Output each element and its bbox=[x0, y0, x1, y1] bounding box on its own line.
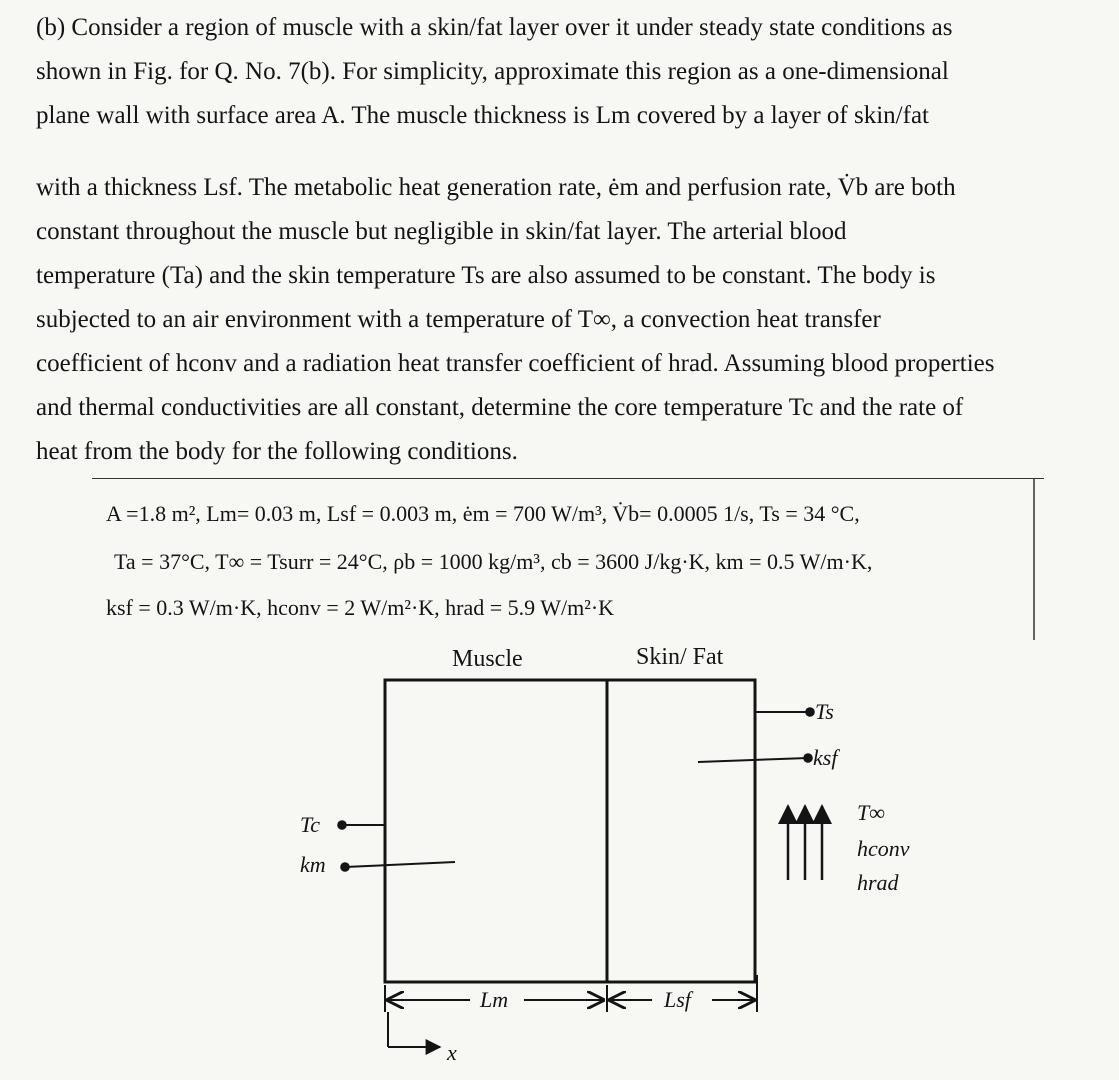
label-t-infinity: T∞ bbox=[857, 800, 885, 825]
question-line-6: temperature (Ta) and the skin temperature Ts are also assumed to be constant. The body is bbox=[36, 262, 936, 289]
km-pointer bbox=[345, 862, 455, 867]
plane-wall bbox=[385, 680, 755, 982]
question-line-3: plane wall with surface area A. The muscle thickness is Lm covered by a layer of skin/fat bbox=[36, 102, 929, 129]
label-ts: Ts bbox=[815, 699, 834, 724]
question-line-5: constant throughout the muscle but negligible in skin/fat layer. The arterial blood bbox=[36, 218, 847, 245]
label-tc: Tc bbox=[300, 812, 320, 837]
label-lm: Lm bbox=[480, 987, 509, 1012]
given-row-2: Ta = 37°C, T∞ = Tsurr = 24°C, ρb = 1000 kg/m³, cb = 3600 J/kg·K, km = 0.5 W/m·K, bbox=[114, 549, 873, 574]
question-line-2: shown in Fig. for Q. No. 7(b). For simplicity, approximate this region as a one-dimensional bbox=[36, 58, 949, 85]
label-ksf: ksf bbox=[813, 745, 838, 770]
question-line-8: coefficient of hconv and a radiation heat transfer coefficient of hrad. Assuming blood properties bbox=[36, 350, 995, 377]
question-line-9: and thermal conductivities are all constant, determine the core temperature Tc and the rate of bbox=[36, 394, 964, 421]
label-hrad: hrad bbox=[857, 870, 899, 895]
convection-arrows bbox=[788, 806, 822, 880]
ksf-pointer bbox=[698, 758, 808, 762]
question-line-7: subjected to an air environment with a temperature of T∞, a convection heat transfer bbox=[36, 306, 881, 333]
given-row-1: A =1.8 m², Lm= 0.03 m, Lsf = 0.003 m, ėm = 700 W/m³, V̇b= 0.0005 1/s, Ts = 34 °C, bbox=[106, 501, 860, 526]
question-line-1: (b) Consider a region of muscle with a skin/fat layer over it under steady state conditions as bbox=[36, 14, 953, 41]
label-muscle: Muscle bbox=[452, 646, 523, 672]
question-line-10: heat from the body for the following conditions. bbox=[36, 438, 518, 465]
question-line-4: with a thickness Lsf. The metabolic heat generation rate, ėm and perfusion rate, V̇b are both bbox=[36, 174, 956, 201]
label-hconv: hconv bbox=[857, 836, 910, 861]
label-lsf: Lsf bbox=[664, 987, 691, 1012]
label-skin-fat: Skin/ Fat bbox=[636, 644, 724, 670]
label-km: km bbox=[300, 852, 326, 877]
label-x: x bbox=[447, 1040, 457, 1065]
given-row-3: ksf = 0.3 W/m·K, hconv = 2 W/m²·K, hrad = 5.9 W/m²·K bbox=[106, 595, 615, 620]
